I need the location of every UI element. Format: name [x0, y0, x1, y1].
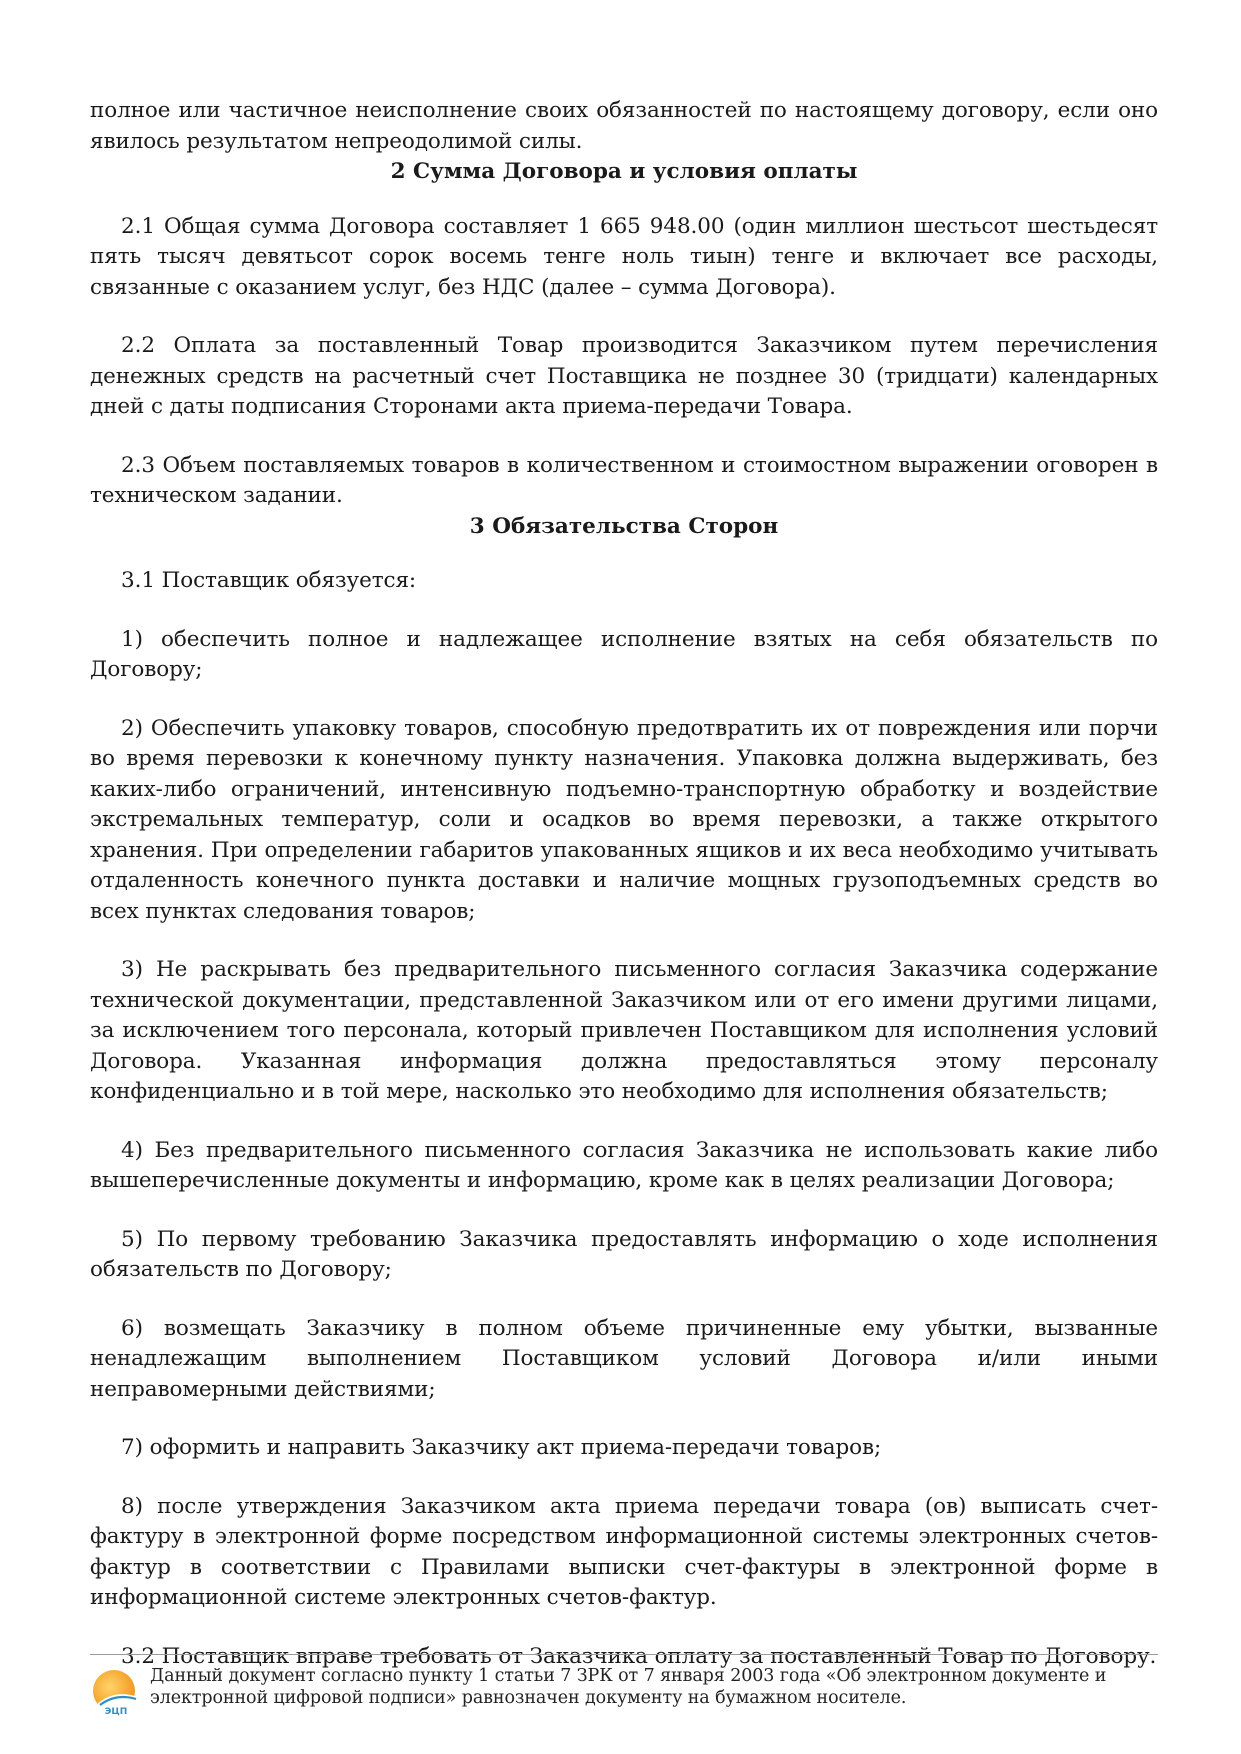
list-item-1: 1) обеспечить полное и надлежащее исполнение взятых на себя обязательств по Договору;	[90, 626, 1158, 682]
list-item-7: 7) оформить и направить Заказчику акт приема-передачи товаров;	[121, 1435, 882, 1460]
list-item-5: 5) По первому требованию Заказчика предоставлять информацию о ходе исполнения обязательств по Договору;	[90, 1226, 1158, 1282]
paragraph-force-majeure-end: полное или частичное неисполнение своих обязанностей по настоящему договору, если оно явилось результатом непреодолимой силы.	[90, 98, 1158, 154]
paragraph-2-3: 2.3 Объем поставляемых товаров в количественном и стоимостном выражении оговорен в техническом задании.	[90, 452, 1158, 508]
list-item-2: 2) Обеспечить упаковку товаров, способную предотвратить их от повреждения или порчи во время перевозки к конечному пункту назначения. Упаковка должна выдерживать, без каких-либо ограничений, интенсивную подъемно-транспортную обработку и воздействие экстремальных температур, соли и осадков во время перевозки, а также открытого хранения. При определении габаритов упакованных ящиков и их веса необходимо учитывать отдаленность конечного пункта доставки и наличие мощных грузоподъемных средств во всех пунктах следования товаров;	[90, 715, 1158, 924]
logo-text: ЭЦП	[104, 1707, 128, 1717]
list-item-8: 8) после утверждения Заказчиком акта приема передачи товара (ов) выписать счет-фактуру в электронной форме посредством информационной системы электронных счетов-фактур в соответствии с Правилами выписки счет-фактуры в электронной форме в информационной системе электронных счетов-фактур.	[90, 1493, 1158, 1610]
section-heading-2: 2 Сумма Договора и условия оплаты	[390, 159, 858, 184]
list-item-6: 6) возмещать Заказчику в полном объеме причиненные ему убытки, вызванные ненадлежащим выполнением Поставщиком условий Договора и/или иными неправомерными действиями;	[90, 1315, 1158, 1402]
list-item-3: 3) Не раскрывать без предварительного письменного согласия Заказчика содержание технической документации, представленной Заказчиком или от его имени другими лицами, за исключением того персонала, который привлечен Поставщиком для исполнения условий Договора. Указанная информация должна предоставляться этому персоналу конфиденциально и в той мере, насколько это необходимо для исполнения обязательств;	[90, 957, 1158, 1104]
e-document-logo-icon	[90, 1667, 142, 1719]
footer-legal-notice: Данный документ согласно пункту 1 статьи 7 ЗРК от 7 января 2003 года «Об электронном документе и электронной цифровой подписи» равнозначен документу на бумажном носителе.	[150, 1666, 1107, 1708]
paragraph-3-2: 3.2 Поставщик вправе требовать от Заказчика оплату за поставленный Товар по Договору.	[121, 1643, 1157, 1669]
paragraph-2-1: 2.1 Общая сумма Договора составляет 1 665 948.00 (один миллион шестьсот шестьдесят пять тысяч девятьсот сорок восемь тенге ноль тиын) тенге и включает все расходы, связанные с оказанием услуг, без НДС (далее – сумма Договора).	[90, 213, 1158, 300]
paragraph-3-1: 3.1 Поставщик обязуется:	[121, 568, 417, 593]
footer	[90, 1654, 1158, 1719]
list-item-4: 4) Без предварительного письменного согласия Заказчика не использовать какие либо вышеперечисленные документы и информацию, кроме как в целях реализации Договора;	[90, 1137, 1158, 1193]
document-body	[90, 96, 1158, 1672]
section-heading-3: 3 Обязательства Сторон	[469, 513, 779, 539]
paragraph-2-2: 2.2 Оплата за поставленный Товар производится Заказчиком путем перечисления денежных средств на расчетный счет Поставщика не позднее 30 (тридцати) календарных дней с даты подписания Сторонами акта приема-передачи Товара.	[90, 333, 1158, 419]
